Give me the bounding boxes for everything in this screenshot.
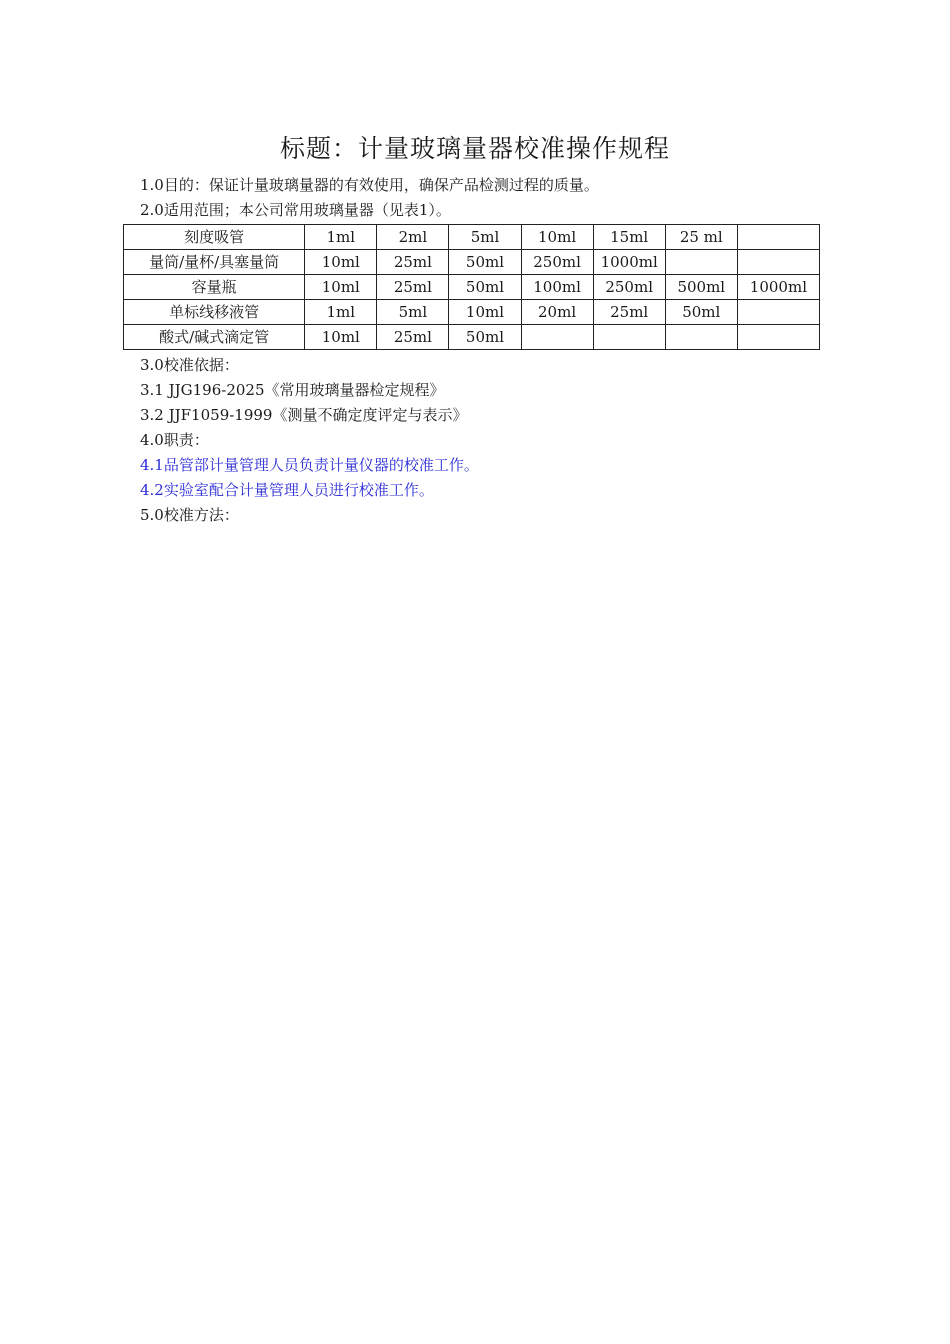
- document-title: 标题：计量玻璃量器校准操作规程: [279, 134, 670, 163]
- duty-item-2: 4.2实验室配合计量管理人员进行校准工作。: [140, 481, 434, 499]
- capacity-cell: [521, 325, 593, 350]
- table-row: [124, 325, 820, 350]
- basis-item-2: 3.2 JJF1059-1999《测量不确定度评定与表示》: [140, 406, 468, 424]
- capacity-cell: 25ml: [377, 275, 449, 300]
- glassware-type-cell: 量筒/量杯/具塞量筒: [124, 250, 305, 275]
- capacity-cell: 50ml: [449, 275, 521, 300]
- capacity-cell: 10ml: [449, 300, 521, 325]
- scope-paragraph: 2.0适用范围；本公司常用玻璃量器（见表1）。: [140, 201, 451, 219]
- capacity-cell: 1000ml: [593, 250, 665, 275]
- table-row: [124, 275, 820, 300]
- capacity-cell: 1ml: [305, 300, 377, 325]
- capacity-cell: 500ml: [665, 275, 737, 300]
- purpose-paragraph: 1.0目的：保证计量玻璃量器的有效使用，确保产品检测过程的质量。: [140, 176, 599, 194]
- capacity-cell: 15ml: [593, 225, 665, 250]
- capacity-cell: 50ml: [665, 300, 737, 325]
- capacity-cell: 1ml: [305, 225, 377, 250]
- capacity-cell: 25 ml: [665, 225, 737, 250]
- capacity-cell: 250ml: [521, 250, 593, 275]
- duty-item-1: 4.1品管部计量管理人员负责计量仪器的校准工作。: [140, 456, 479, 474]
- capacity-cell: 10ml: [305, 250, 377, 275]
- capacity-cell: 25ml: [377, 250, 449, 275]
- capacity-cell: 100ml: [521, 275, 593, 300]
- duty-heading: 4.0职责：: [140, 431, 209, 449]
- capacity-cell: 10ml: [521, 225, 593, 250]
- table-row: [124, 250, 820, 275]
- capacity-cell: 25ml: [377, 325, 449, 350]
- capacity-cell: 5ml: [449, 225, 521, 250]
- capacity-cell: 250ml: [593, 275, 665, 300]
- method-heading: 5.0校准方法：: [140, 506, 239, 524]
- table-row: [124, 300, 820, 325]
- capacity-cell: 2ml: [377, 225, 449, 250]
- capacity-cell: [737, 250, 819, 275]
- capacity-cell: 10ml: [305, 325, 377, 350]
- capacity-cell: [737, 300, 819, 325]
- capacity-cell: [593, 325, 665, 350]
- glassware-table: [123, 224, 820, 350]
- glassware-type-cell: 单标线移液管: [124, 300, 305, 325]
- glassware-type-cell: 酸式/碱式滴定管: [124, 325, 305, 350]
- glassware-type-cell: 刻度吸管: [124, 225, 305, 250]
- capacity-cell: 50ml: [449, 325, 521, 350]
- capacity-cell: 25ml: [593, 300, 665, 325]
- table-row: [124, 225, 820, 250]
- capacity-cell: 1000ml: [737, 275, 819, 300]
- basis-item-1: 3.1 JJG196-2025《常用玻璃量器检定规程》: [140, 381, 445, 399]
- capacity-cell: [665, 250, 737, 275]
- capacity-cell: 10ml: [305, 275, 377, 300]
- capacity-cell: 50ml: [449, 250, 521, 275]
- capacity-cell: [737, 325, 819, 350]
- glassware-type-cell: 容量瓶: [124, 275, 305, 300]
- capacity-cell: 5ml: [377, 300, 449, 325]
- basis-heading: 3.0校准依据：: [140, 356, 239, 374]
- capacity-cell: 20ml: [521, 300, 593, 325]
- capacity-cell: [665, 325, 737, 350]
- capacity-cell: [737, 225, 819, 250]
